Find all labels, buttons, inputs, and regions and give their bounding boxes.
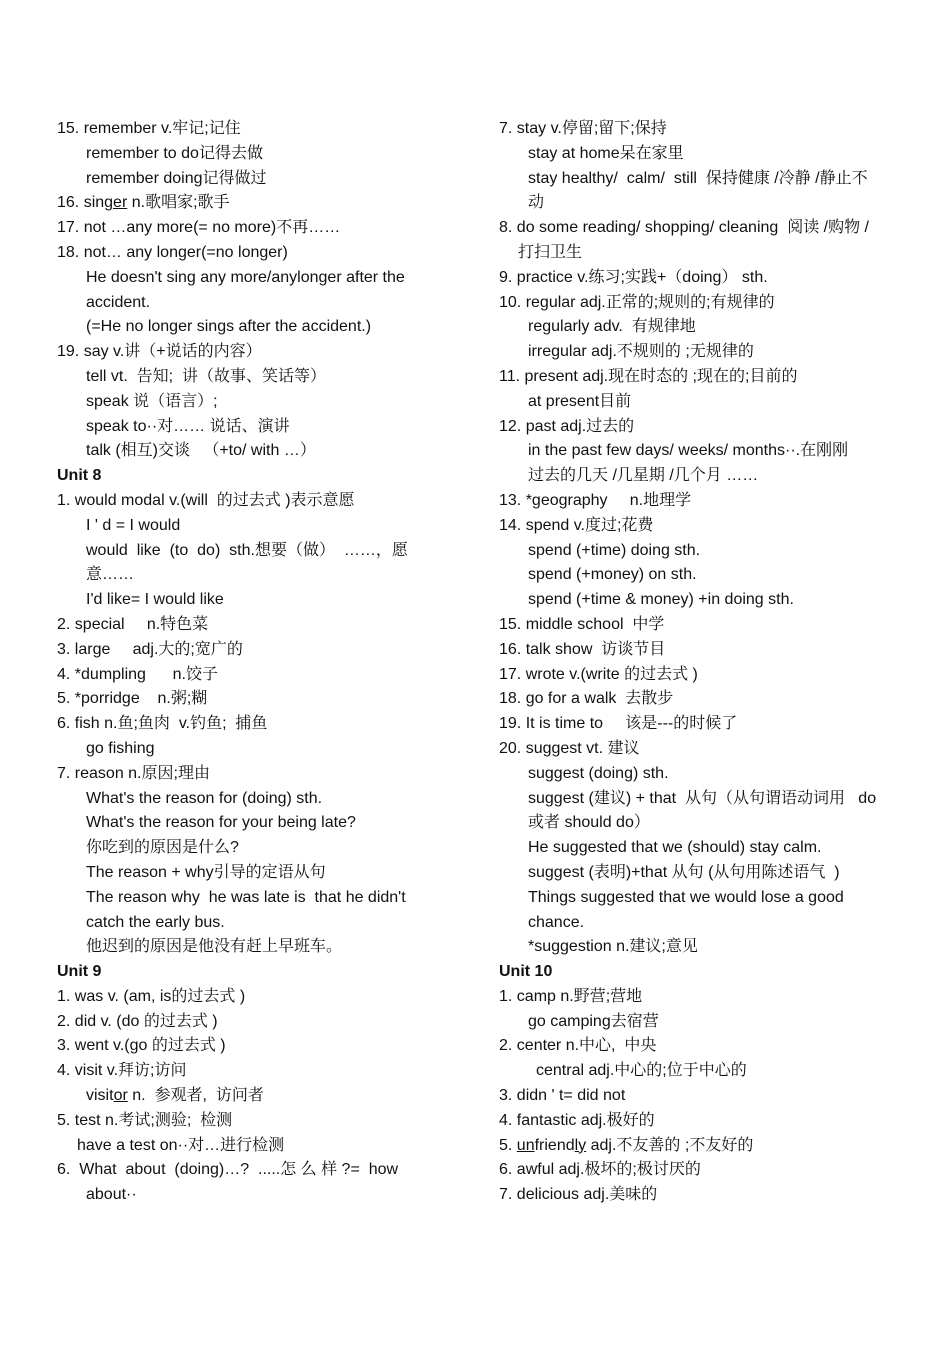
vocab-line: 7. delicious adj.美味的 [499,1186,658,1204]
vocab-line: 15. remember v.牢记;记住 [57,120,241,137]
vocab-line: 16. talk show 访谈节目 [499,640,666,658]
vocab-line: He suggested that we (should) stay calm. [528,839,822,857]
vocab-line: at present目前 [528,392,632,410]
line-segment: 16. sing [57,194,114,212]
underlined-suffix: or [113,1087,128,1105]
line-segment: adj.不友善的 ;不友好的 [586,1136,754,1154]
underlined-suffix: un [516,1136,535,1154]
vocab-line: 8. do some reading/ shopping/ cleaning 阅读 /购物 / [499,219,869,237]
vocab-line: 过去的几天 /几星期 /几个月 …… [528,467,759,485]
vocab-line: 1. camp n.野营;营地 [499,987,643,1005]
underlined-suffix: ly [574,1136,587,1154]
underlined-suffix: er [113,194,128,212]
vocab-line: 5. test n.考试;测验; 检测 [57,1111,233,1129]
vocab-line: speak to··对…… 说话、演讲 [86,417,290,435]
vocab-line: 5. *porridge n.粥;糊 [57,690,208,708]
vocab-line: 19. It is time to 该是---的时候了 [499,715,738,733]
vocab-line: 17. wrote v.(write 的过去式 ) [499,665,698,683]
vocab-line: 14. spend v.度过;花费 [499,516,654,534]
vocab-line: 6. fish n.鱼;鱼肉 v.钓鱼; 捕鱼 [57,715,268,733]
vocab-line: 13. *geography n.地理学 [499,491,692,509]
vocab-line: 9. practice v.练习;实践+（doing） sth. [499,268,768,286]
vocab-line: talk (相互)交谈 （+to/ with …） [86,442,316,460]
vocab-line: 2. center n.中心, 中央 [499,1037,657,1055]
vocab-line: spend (+time) doing sth. [528,541,701,559]
line-segment: 5. [499,1136,517,1154]
vocab-line: Things suggested that we would lose a good [528,888,844,906]
vocab-line: 20. suggest vt. 建议 [499,739,640,757]
vocab-line: 3. went v.(go 的过去式 ) [57,1037,226,1055]
vocab-line: 或者 should do） [528,814,650,832]
right-column [499,117,911,1208]
vocab-line: 1. would modal v.(will 的过去式 )表示意愿 [57,491,355,509]
vocab-line: 你吃到的原因是什么? [86,839,239,857]
vocab-line: 15. middle school 中学 [499,615,665,633]
vocab-line: I ' d = I would [86,516,181,534]
line-segment: n. 参观者, 访问者 [127,1087,264,1105]
vocab-line: 17. not …any more(= no more)不再…… [57,219,341,237]
vocab-line: spend (+time & money) +in doing sth. [528,591,794,609]
vocab-line: go fishing [86,739,155,757]
vocab-line: What's the reason for your being late? [86,814,356,832]
vocab-line: catch the early bus. [86,913,225,931]
vocab-line: suggest (建议) + that 从句（从句谓语动词用 do [528,789,877,807]
vocab-line: suggest (表明)+that 从句 (从句用陈述语气 ) [528,863,840,881]
vocab-line: have a test on··对…进行检测 [77,1136,285,1154]
line-segment: visit [86,1087,114,1105]
vocab-line: 3. didn ' t= did not [499,1087,626,1105]
vocab-line: suggest (doing) sth. [528,764,669,782]
vocab-line: chance. [528,913,585,931]
vocab-line: 12. past adj.过去的 [499,417,635,435]
vocab-line: spend (+money) on sth. [528,566,697,584]
vocab-line: 11. present adj.现在时态的 ;现在的;目前的 [499,367,798,385]
vocab-line: 2. did v. (do 的过去式 ) [57,1012,218,1030]
vocab-line: 7. stay v.停留;留下;保持 [499,120,667,137]
vocab-line [499,1134,911,1159]
vocab-line: 6. awful adj.极坏的;极讨厌的 [499,1161,701,1179]
vocab-line: 18. not… any longer(=no longer) [57,243,288,261]
vocab-line: speak 说（语言）; [86,392,218,410]
vocab-line: I'd like= I would like [86,591,224,609]
vocab-line: about·· [86,1186,137,1204]
vocab-line: 4. visit v.拜访;访问 [57,1062,187,1080]
vocab-line [57,1084,449,1109]
line-segment: n.歌唱家;歌手 [127,194,230,212]
line-segment: friend [534,1136,575,1154]
vocab-line: tell vt. 告知; 讲（故事、笑话等） [86,367,327,385]
vocab-line: 意…… [86,566,135,584]
vocab-line: irregular adj.不规则的 ;无规律的 [528,343,754,361]
vocab-line: remember doing记得做过 [86,169,267,187]
vocab-line: would like (to do) sth.想要（做） ……，愿 [86,541,408,559]
vocab-line: What's the reason for (doing) sth. [86,789,323,807]
vocab-line: 打扫卫生 [518,243,583,261]
vocab-line: 18. go for a walk 去散步 [499,690,674,708]
vocab-line: in the past few days/ weeks/ months··.在刚刚 [528,442,849,460]
vocab-line: central adj.中心的;位于中心的 [536,1062,747,1080]
vocab-line: regularly adv. 有规律地 [528,318,696,336]
vocab-line: The reason why he was late is that he didn't [86,888,406,906]
vocab-line: remember to do记得去做 [86,144,263,162]
vocab-line: 他迟到的原因是他没有赶上早班车。 [86,938,343,956]
unit-heading: Unit 8 [57,467,102,485]
vocab-line: go camping去宿营 [528,1012,659,1030]
vocab-line: stay at home呆在家里 [528,144,684,162]
unit-heading: Unit 9 [57,963,102,981]
vocab-line: 7. reason n.原因;理由 [57,764,210,782]
vocab-line: 10. regular adj.正常的;规则的;有规律的 [499,293,775,311]
vocab-line: *suggestion n.建议;意见 [528,938,698,956]
vocab-line: 3. large adj.大的;宽广的 [57,640,243,658]
vocab-line: stay healthy/ calm/ still 保持健康 /冷静 /静止不 [528,169,868,187]
unit-heading: Unit 10 [499,963,553,981]
vocab-line [57,191,449,216]
vocab-line: (=He no longer sings after the accident.) [86,318,372,336]
vocab-line: 1. was v. (am, is的过去式 ) [57,987,246,1005]
vocab-line: 19. say v.讲（+说话的内容） [57,343,262,361]
vocab-line: accident. [86,293,151,311]
vocab-line: 4. *dumpling n.饺子 [57,665,218,683]
vocab-line: 2. special n.特色菜 [57,615,209,633]
left-column [57,117,449,1208]
vocab-line: 动 [528,194,545,212]
vocab-line: 6. What about (doing)…? .....怎 么 样 ?= how [57,1161,399,1179]
vocab-line: 4. fantastic adj.极好的 [499,1111,655,1129]
vocab-line: He doesn't sing any more/anylonger after the [86,268,405,286]
vocab-line: The reason + why引导的定语从句 [86,863,326,881]
